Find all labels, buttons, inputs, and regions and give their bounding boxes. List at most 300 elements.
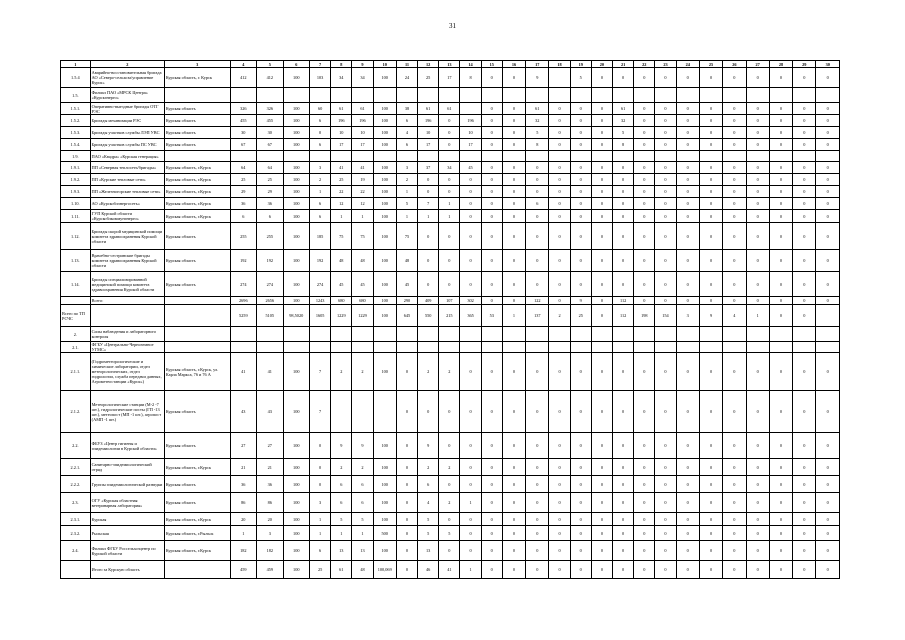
- name-cell: Филиал ПАО «МРСК Центра» «Курскэнерго»: [90, 88, 164, 103]
- value-cell: 0: [526, 391, 549, 433]
- value-cell: 0: [418, 391, 439, 433]
- value-cell: 17: [418, 139, 439, 151]
- value-cell: 0: [699, 162, 722, 174]
- value-cell: 0: [481, 198, 502, 210]
- value-cell: 0: [502, 115, 525, 127]
- value-cell: 100: [283, 561, 309, 579]
- table-row: [61, 297, 840, 305]
- value-cell: 0: [526, 561, 549, 579]
- value-cell: [549, 342, 570, 353]
- value-cell: 5: [526, 127, 549, 139]
- column-header: 6: [283, 61, 309, 68]
- value-cell: 100: [283, 223, 309, 250]
- row-number-cell: 2.3.2.: [61, 526, 91, 541]
- value-cell: 0: [613, 353, 634, 391]
- value-cell: 0: [723, 223, 746, 250]
- value-cell: [816, 305, 840, 327]
- value-cell: 2696: [230, 297, 256, 305]
- value-cell: 0: [481, 186, 502, 198]
- value-cell: 0: [769, 162, 792, 174]
- value-cell: 61: [418, 103, 439, 115]
- value-cell: 6: [396, 115, 417, 127]
- value-cell: [502, 88, 525, 103]
- column-header: 4: [230, 61, 256, 68]
- name-cell: [90, 305, 164, 327]
- value-cell: 0: [769, 115, 792, 127]
- value-cell: 100: [373, 115, 396, 127]
- value-cell: 9: [352, 433, 373, 459]
- value-cell: 0: [502, 476, 525, 493]
- value-cell: 198: [634, 305, 655, 327]
- value-cell: 0: [655, 127, 676, 139]
- value-cell: 0: [549, 186, 570, 198]
- value-cell: 0: [699, 459, 722, 476]
- value-cell: 0: [699, 103, 722, 115]
- value-cell: 409: [418, 297, 439, 305]
- location-cell: Курская область: [164, 391, 230, 433]
- value-cell: [283, 327, 309, 342]
- value-cell: 1229: [331, 305, 352, 327]
- value-cell: 196: [352, 115, 373, 127]
- value-cell: 0: [655, 115, 676, 127]
- value-cell: 192: [257, 250, 283, 272]
- value-cell: 1: [396, 186, 417, 198]
- value-cell: [634, 342, 655, 353]
- value-cell: 2: [418, 353, 439, 391]
- value-cell: 455: [230, 115, 256, 127]
- row-number-cell: 2.3.: [61, 493, 91, 513]
- value-cell: 0: [655, 186, 676, 198]
- value-cell: 2: [310, 174, 331, 186]
- value-cell: 0: [526, 433, 549, 459]
- value-cell: 0: [699, 526, 722, 541]
- value-cell: 0: [526, 174, 549, 186]
- value-cell: 0: [591, 162, 612, 174]
- value-cell: [418, 88, 439, 103]
- value-cell: 0: [634, 433, 655, 459]
- name-cell: Филиал ФГБУ Россельхозцентр по Курской области: [90, 541, 164, 561]
- value-cell: [746, 88, 769, 103]
- value-cell: 0: [396, 476, 417, 493]
- value-cell: 0: [655, 353, 676, 391]
- location-cell: Курская область: [164, 103, 230, 115]
- value-cell: [418, 327, 439, 342]
- value-cell: 0: [570, 103, 591, 115]
- value-cell: 0: [591, 198, 612, 210]
- value-cell: [723, 151, 746, 162]
- value-cell: 500: [373, 526, 396, 541]
- value-cell: 1: [396, 210, 417, 223]
- value-cell: 27: [257, 433, 283, 459]
- value-cell: [331, 327, 352, 342]
- location-cell: Курская область: [164, 250, 230, 272]
- value-cell: 192: [310, 250, 331, 272]
- value-cell: 9: [570, 297, 591, 305]
- value-cell: 0: [676, 353, 699, 391]
- value-cell: 10: [460, 127, 481, 139]
- value-cell: 0: [816, 127, 840, 139]
- value-cell: 0: [570, 127, 591, 139]
- value-cell: 0: [746, 561, 769, 579]
- value-cell: 0: [634, 139, 655, 151]
- value-cell: 0: [613, 433, 634, 459]
- value-cell: 0: [481, 433, 502, 459]
- value-cell: 0: [613, 493, 634, 513]
- location-cell: [164, 561, 230, 579]
- value-cell: 122: [526, 297, 549, 305]
- value-cell: 0: [591, 353, 612, 391]
- value-cell: 0: [570, 223, 591, 250]
- value-cell: 0: [460, 391, 481, 433]
- value-cell: 0: [439, 139, 460, 151]
- value-cell: 0: [481, 561, 502, 579]
- row-number-cell: 1.9.3.: [61, 186, 91, 198]
- value-cell: 0: [481, 174, 502, 186]
- value-cell: 0: [481, 115, 502, 127]
- value-cell: 0: [699, 223, 722, 250]
- name-cell: Метеорологические станции (М-2 -7 шт.), гидрологические посты (ГП -13 шт.), метеопост (МП -1 шт.), агропост (АМП -1 шт.): [90, 391, 164, 433]
- value-cell: 41: [257, 353, 283, 391]
- value-cell: 0: [591, 223, 612, 250]
- value-cell: 0: [723, 250, 746, 272]
- value-cell: 5: [331, 513, 352, 526]
- value-cell: 2: [352, 353, 373, 391]
- value-cell: 41: [331, 162, 352, 174]
- value-cell: [769, 327, 792, 342]
- table-row: [61, 476, 840, 493]
- value-cell: 2: [331, 353, 352, 391]
- location-cell: [164, 297, 230, 305]
- value-cell: 0: [549, 476, 570, 493]
- value-cell: 0: [769, 391, 792, 433]
- value-cell: [310, 342, 331, 353]
- value-cell: 0: [793, 186, 816, 198]
- value-cell: [591, 151, 612, 162]
- value-cell: 0: [746, 476, 769, 493]
- value-cell: [230, 151, 256, 162]
- value-cell: 0: [570, 353, 591, 391]
- value-cell: 0: [549, 272, 570, 297]
- location-cell: [164, 342, 230, 353]
- value-cell: 2: [439, 493, 460, 513]
- value-cell: 100: [373, 459, 396, 476]
- value-cell: 0: [816, 272, 840, 297]
- value-cell: 0: [481, 513, 502, 526]
- value-cell: 0: [481, 541, 502, 561]
- value-cell: 0: [502, 127, 525, 139]
- column-header: 2: [90, 61, 164, 68]
- location-cell: Курская область, г.Курск: [164, 513, 230, 526]
- value-cell: 61: [526, 103, 549, 115]
- value-cell: 0: [549, 162, 570, 174]
- value-cell: 45: [396, 272, 417, 297]
- value-cell: 0: [570, 162, 591, 174]
- value-cell: 255: [230, 223, 256, 250]
- value-cell: 36: [257, 476, 283, 493]
- value-cell: 0: [676, 250, 699, 272]
- value-cell: 0: [591, 250, 612, 272]
- name-cell: Всего:: [90, 297, 164, 305]
- value-cell: 365: [460, 305, 481, 327]
- value-cell: 0: [723, 186, 746, 198]
- location-cell: Курская область, г.Курск: [164, 186, 230, 198]
- value-cell: [676, 88, 699, 103]
- value-cell: [352, 391, 373, 433]
- value-cell: 0: [481, 223, 502, 250]
- value-cell: 0: [591, 297, 612, 305]
- value-cell: 100: [373, 198, 396, 210]
- column-header: 14: [460, 61, 481, 68]
- value-cell: 0: [502, 272, 525, 297]
- value-cell: 0: [746, 526, 769, 541]
- value-cell: 0: [769, 186, 792, 198]
- value-cell: [793, 342, 816, 353]
- value-cell: 1: [352, 526, 373, 541]
- column-header: 7: [310, 61, 331, 68]
- value-cell: [460, 342, 481, 353]
- value-cell: 0: [439, 272, 460, 297]
- value-cell: 0: [591, 210, 612, 223]
- table-row: [61, 162, 840, 174]
- value-cell: 192: [230, 250, 256, 272]
- value-cell: 0: [460, 513, 481, 526]
- value-cell: 1: [439, 210, 460, 223]
- value-cell: 0: [396, 433, 417, 459]
- value-cell: [613, 88, 634, 103]
- value-cell: [526, 342, 549, 353]
- value-cell: 0: [481, 272, 502, 297]
- value-cell: [331, 342, 352, 353]
- value-cell: 34: [439, 162, 460, 174]
- value-cell: 100: [373, 103, 396, 115]
- value-cell: 0: [502, 210, 525, 223]
- value-cell: 0: [769, 297, 792, 305]
- value-cell: 5259: [230, 305, 256, 327]
- value-cell: 12: [352, 198, 373, 210]
- value-cell: [352, 327, 373, 342]
- value-cell: 6: [230, 210, 256, 223]
- value-cell: 100: [373, 476, 396, 493]
- value-cell: [769, 88, 792, 103]
- value-cell: 1: [331, 526, 352, 541]
- table-row: [61, 353, 840, 391]
- value-cell: 6: [257, 210, 283, 223]
- value-cell: 0: [591, 127, 612, 139]
- value-cell: 0: [746, 513, 769, 526]
- column-header: 23: [655, 61, 676, 68]
- value-cell: 17: [460, 139, 481, 151]
- value-cell: [723, 327, 746, 342]
- value-cell: 0: [769, 174, 792, 186]
- value-cell: 41: [352, 162, 373, 174]
- value-cell: 100: [373, 297, 396, 305]
- value-cell: 17: [331, 139, 352, 151]
- value-cell: 0: [502, 186, 525, 198]
- value-cell: 0: [655, 68, 676, 88]
- value-cell: 100: [283, 476, 309, 493]
- value-cell: 0: [816, 115, 840, 127]
- value-cell: 0: [591, 513, 612, 526]
- value-cell: [549, 151, 570, 162]
- value-cell: 0: [793, 513, 816, 526]
- value-cell: 61: [613, 103, 634, 115]
- value-cell: 41: [439, 561, 460, 579]
- value-cell: 0: [655, 391, 676, 433]
- location-cell: [164, 305, 230, 327]
- table-row: [61, 115, 840, 127]
- value-cell: [769, 151, 792, 162]
- name-cell: Аварийно-восстановительная бригада АО «Северо-сельхоза/управление Курск»: [90, 68, 164, 88]
- value-cell: 0: [723, 103, 746, 115]
- value-cell: 1: [310, 513, 331, 526]
- value-cell: 75: [396, 223, 417, 250]
- value-cell: [257, 151, 283, 162]
- value-cell: 0: [396, 561, 417, 579]
- value-cell: 0: [816, 139, 840, 151]
- value-cell: 0: [460, 186, 481, 198]
- value-cell: 0: [310, 433, 331, 459]
- value-cell: 10: [331, 127, 352, 139]
- value-cell: [613, 342, 634, 353]
- value-cell: 0: [699, 174, 722, 186]
- value-cell: 25: [310, 561, 331, 579]
- value-cell: [439, 327, 460, 342]
- value-cell: 0: [634, 526, 655, 541]
- value-cell: 38: [396, 103, 417, 115]
- value-cell: [439, 342, 460, 353]
- value-cell: 0: [746, 174, 769, 186]
- value-cell: 302: [460, 297, 481, 305]
- value-cell: 0: [460, 250, 481, 272]
- value-cell: 0: [723, 297, 746, 305]
- value-cell: 6: [331, 493, 352, 513]
- value-cell: 21: [257, 459, 283, 476]
- value-cell: 0: [502, 103, 525, 115]
- value-cell: 0: [699, 250, 722, 272]
- value-cell: 17: [352, 139, 373, 151]
- value-cell: 45: [331, 272, 352, 297]
- value-cell: [396, 88, 417, 103]
- row-number-cell: 2.3.1.: [61, 513, 91, 526]
- value-cell: 0: [793, 198, 816, 210]
- value-cell: 0: [460, 210, 481, 223]
- value-cell: 61: [331, 561, 352, 579]
- value-cell: 0: [502, 174, 525, 186]
- value-cell: 0: [481, 353, 502, 391]
- value-cell: 1: [439, 198, 460, 210]
- value-cell: 100: [373, 68, 396, 88]
- value-cell: 43: [257, 391, 283, 433]
- value-cell: 100: [373, 493, 396, 513]
- value-cell: 6: [310, 139, 331, 151]
- table-row: [61, 88, 840, 103]
- value-cell: 0: [570, 198, 591, 210]
- value-cell: 0: [793, 459, 816, 476]
- value-cell: 0: [769, 139, 792, 151]
- value-cell: 0: [746, 250, 769, 272]
- value-cell: 0: [723, 526, 746, 541]
- value-cell: 0: [816, 353, 840, 391]
- value-cell: 0: [746, 391, 769, 433]
- value-cell: 680: [331, 297, 352, 305]
- value-cell: 20: [257, 513, 283, 526]
- value-cell: 36: [230, 476, 256, 493]
- name-cell: ГУП Курской области «Курскоблкоммунэнерго»: [90, 210, 164, 223]
- value-cell: 0: [502, 297, 525, 305]
- location-cell: Курская область: [164, 476, 230, 493]
- value-cell: 0: [769, 198, 792, 210]
- column-header: 27: [746, 61, 769, 68]
- value-cell: 0: [746, 186, 769, 198]
- value-cell: [591, 327, 612, 342]
- value-cell: 0: [396, 391, 417, 433]
- value-cell: 0: [816, 68, 840, 88]
- value-cell: 0: [502, 223, 525, 250]
- value-cell: 0: [634, 353, 655, 391]
- value-cell: 100: [283, 353, 309, 391]
- value-cell: 0: [816, 433, 840, 459]
- value-cell: 0: [549, 297, 570, 305]
- value-cell: 0: [481, 459, 502, 476]
- value-cell: 0: [613, 186, 634, 198]
- value-cell: 0: [418, 174, 439, 186]
- value-cell: 2656: [257, 297, 283, 305]
- value-cell: [460, 103, 481, 115]
- value-cell: 60: [310, 103, 331, 115]
- value-cell: 107: [439, 297, 460, 305]
- value-cell: 0: [723, 68, 746, 88]
- value-cell: 0: [816, 174, 840, 186]
- value-cell: [699, 327, 722, 342]
- name-cell: ПП «Северная теплосеть/бригады»: [90, 162, 164, 174]
- table-body: [61, 68, 840, 579]
- value-cell: [676, 342, 699, 353]
- value-cell: [769, 342, 792, 353]
- value-cell: 0: [723, 561, 746, 579]
- table-row: [61, 327, 840, 342]
- value-cell: 0: [613, 526, 634, 541]
- value-cell: 0: [502, 391, 525, 433]
- value-cell: [549, 68, 570, 88]
- value-cell: 100: [373, 127, 396, 139]
- value-cell: 0: [549, 174, 570, 186]
- value-cell: 0: [634, 162, 655, 174]
- row-number-cell: 1.13.: [61, 250, 91, 272]
- value-cell: 36: [230, 198, 256, 210]
- value-cell: 0: [481, 139, 502, 151]
- value-cell: 0: [570, 272, 591, 297]
- value-cell: [526, 88, 549, 103]
- value-cell: 0: [634, 223, 655, 250]
- value-cell: 1: [418, 210, 439, 223]
- row-number-cell: 1.5.2.: [61, 115, 91, 127]
- value-cell: 0: [526, 353, 549, 391]
- value-cell: 0: [676, 174, 699, 186]
- row-number-cell: 1.9.1.: [61, 162, 91, 174]
- value-cell: 0: [769, 353, 792, 391]
- value-cell: 0: [816, 162, 840, 174]
- value-cell: 0: [676, 115, 699, 127]
- value-cell: 1: [230, 526, 256, 541]
- row-number-cell: 1.5.3.: [61, 127, 91, 139]
- value-cell: 0: [481, 526, 502, 541]
- value-cell: 6: [352, 493, 373, 513]
- value-cell: 0: [793, 139, 816, 151]
- table-row: [61, 223, 840, 250]
- value-cell: 4: [396, 127, 417, 139]
- value-cell: 48: [331, 250, 352, 272]
- value-cell: 3: [676, 305, 699, 327]
